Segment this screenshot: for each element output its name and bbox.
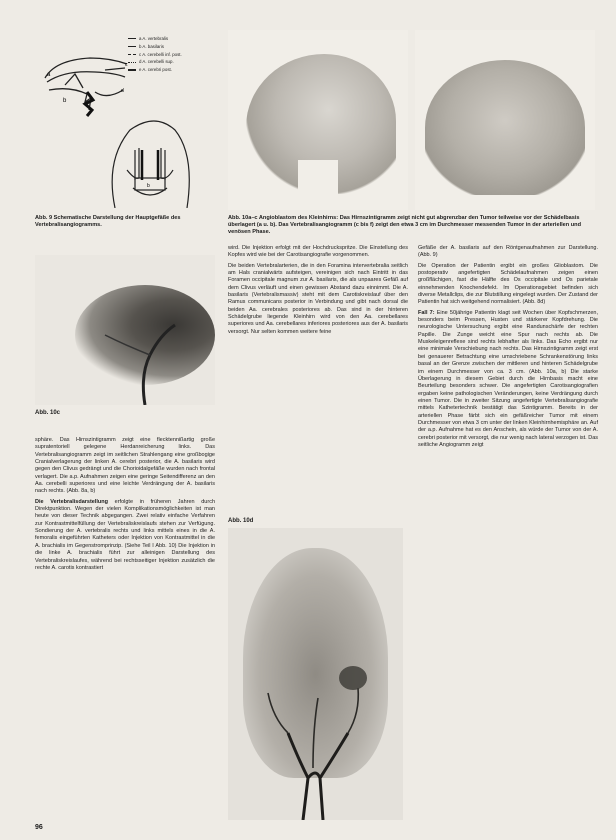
angiogram-vessels [228,528,403,820]
schematic-legend [128,35,223,74]
legend-item: e A. cerebri post. [128,66,223,74]
text-column-3 [418,245,598,452]
legend-item: b A. basilaris [128,43,223,51]
legend-item: c A. cerebelli inf. post. [128,51,223,59]
scintigram-b [415,30,595,210]
caption-abb10d: Abb. 10d [228,518,254,524]
svg-text:d: d [121,88,124,94]
paragraph: Die Operation der Patientin ergibt ein großes Glioblastom. Die postoperativ angefertigten Schädelaufnahmen zeigen einen großflächigen, fast die Hälfte des Os occipitale und Os parietale einnehmenden Knochendefekt. Im Operationsgebiet befinden sich diverse Metallclips, die zur Blutstillung eingelegt wurden. Der Zustand der Patientin hat sich weitgehend normalisiert. (Abb. 8d) [418,262,598,306]
legend-item: d A. cerebelli sup. [128,58,223,66]
paragraph-text: Eine 50jährige Patientin klagt seit Wochen über Kopfschmerzen, besonders beim Pressen, Husten und stärkerer Kopfdrehung. Die neurologische Untersuchung ergibt eine Randunschärfe der rechten Papille. Die Zunge weicht eine Spur nach rechts ab. Die Muskeleigenreflexe sind rechts lebhafter als links. Das Echo ergibt nur eine minimale Verschiebung nach rechts. Das Hirnszintigramm zeigt erst bei genauerer Betrachtung eine umschriebene Schrankenstörung links basal an der Grenze zwischen der mittleren und hinteren Schädelgrube im einem Durchmesser von ca. 3 cm. (Abb. 10a, b) Die starke Überlagerung in diesem Gebiet durch die Hirnbasis macht eine Beurteilung besonders schwer. Die angefertigten Carotisangiografien ergaben keine pathologischen Veränderungen, keine Verdrängung durch einen Tumor. Die in zweiter Sitzung angefertigte Vertebralisangiografie mittels Kathetertechnik bestätigt das Szintigramm. Bereits in der arteriellen Phase färbt sich ein gefäßreicher Tumor mit einem Durchmesser von etwa 3 cm unter der linken Kleinhirnhemisphäre an. Auf der a.p. Aufnahme hat es den Anschein, als würde der Tumor von der A. cerebri posterior mit versorgt, die nur wenig nach lateral verzogen ist. Das seitliche Angiogramm zeigt [418,309,598,448]
scintigram-head-shape [425,60,585,195]
paragraph-heading: Die Vertebralisdarstellung [35,498,108,505]
svg-text:a: a [47,72,51,78]
paragraph: wird. Die Injektion erfolgt mit der Hochdruckspritze. Die Einstellung des Kopfes wird wie bei der Carotisangiografie vorgenommen. [228,245,408,259]
paragraph: Die beiden Vertebralarterien, die in den Foramina intervertebralia seitlich am Hals cranialwärts aufsteigen, vereinigen sich nach Eintritt in das Foramen occipitale magnum zur A. basilaris, die als unpaares Gefäß auf dem Clivus verläuft und einen gewissen Abstand dazu einnimmt. Die A. basilaris (Vertebralismassiv) steht mit dem Carotiskreislauf über den Ramus communicans posterior in Verbindung und gibt nach dorsal die beiden Aa. cerebrales posteriores ab. Das sind in der hinteren Schädelgrube liegende Kleinhirn wird von den Aa. cerebellares superiores und Aa. cerebellares inferiores posteriores aus der A. basilaris versorgt. Nur selten kommen weitere feine [228,262,408,335]
paragraph-text: erfolgte in früheren Jahren durch Direktpunktion. Wegen der vielen Komplikationsmöglichkeiten ist man heute von dieser Technik abgegangen. Zwei relativ einfache Verfahren zur Kontrastmittelfüllung der Vertebraliskreislaufs stehen zur Verfügung. Sondierung der A. vertebralis rechts und links mittels eines in die A. femoralis eingeführten Katheters oder Injektion von Kontrastmittel in die A. brachialis im Gegenstromprinzip. (Siehe Teil I Abb. 10) Die Injektion in die linke A. brachialis führt zur alleinigen Darstellung des Vertebraliskreislaufes, während bei rechtsseitiger Injektion zusätzlich die rechte A. carotis kontrastiert [35,498,216,571]
svg-text:b: b [63,98,67,104]
legend-item: a A. vertebralis [128,35,223,43]
paragraph: Gefäße der A. basilaris auf den Röntgenaufnahmen zur Darstellung. (Abb. 9) [418,245,598,259]
caption-abb10c: Abb. 10c [35,410,61,416]
text-column-2 [228,245,408,339]
angiogram-d [228,528,403,820]
text-column-1 [35,437,215,575]
caption-abb10: Abb. 10a–c Angioblastom des Kleinhirns: Das Hirnszintigramm zeigt nicht gut abgrenzbar den Tumor teilweise vor der Schädelbasis überlagert (a u. b). Das Vertebralisangiogramm (c bis f) zeigt den etwa 3 cm im Durchmesser messenden Tumor in der arteriellen und venösen Phase. [228,215,582,235]
paragraph [418,310,598,450]
paragraph: sphäre. Das Hirnszintigramm zeigt eine flecktennißartig große supratentoriell gelegene Herdanreicherung links. Das Vertebralisangiogramm zeigt im seitlichen Strahlengang eine großbogige Cranialverlagerung der linken A. cerebri posterior, die A. basilaris wird gegen den Clivus gedrängt und die Chorioidalgefäße wurden nach frontal verlagert. Die a.p. Aufnahmen zeigen eine geringe Seitendifferenz an den Aa. cerebelli superiores und eine leichte Verdrängung der A. basilaris nach rechts. (Abb. 8a, b) [35,437,215,495]
paragraph [35,499,215,572]
svg-text:c: c [125,62,128,68]
scintigram-a [228,30,408,210]
caption-abb9: Abb. 9 Schematische Darstellung der Hauptgefäße des Vertebralisangiogramms. [35,215,181,228]
paragraph-heading: Fall 7: [418,309,435,316]
page-number: 96 [35,824,43,831]
scintigram-step-mask [298,160,338,200]
angiogram-c [35,255,215,405]
angiogram-vessels [35,255,215,405]
svg-text:b: b [147,183,150,189]
